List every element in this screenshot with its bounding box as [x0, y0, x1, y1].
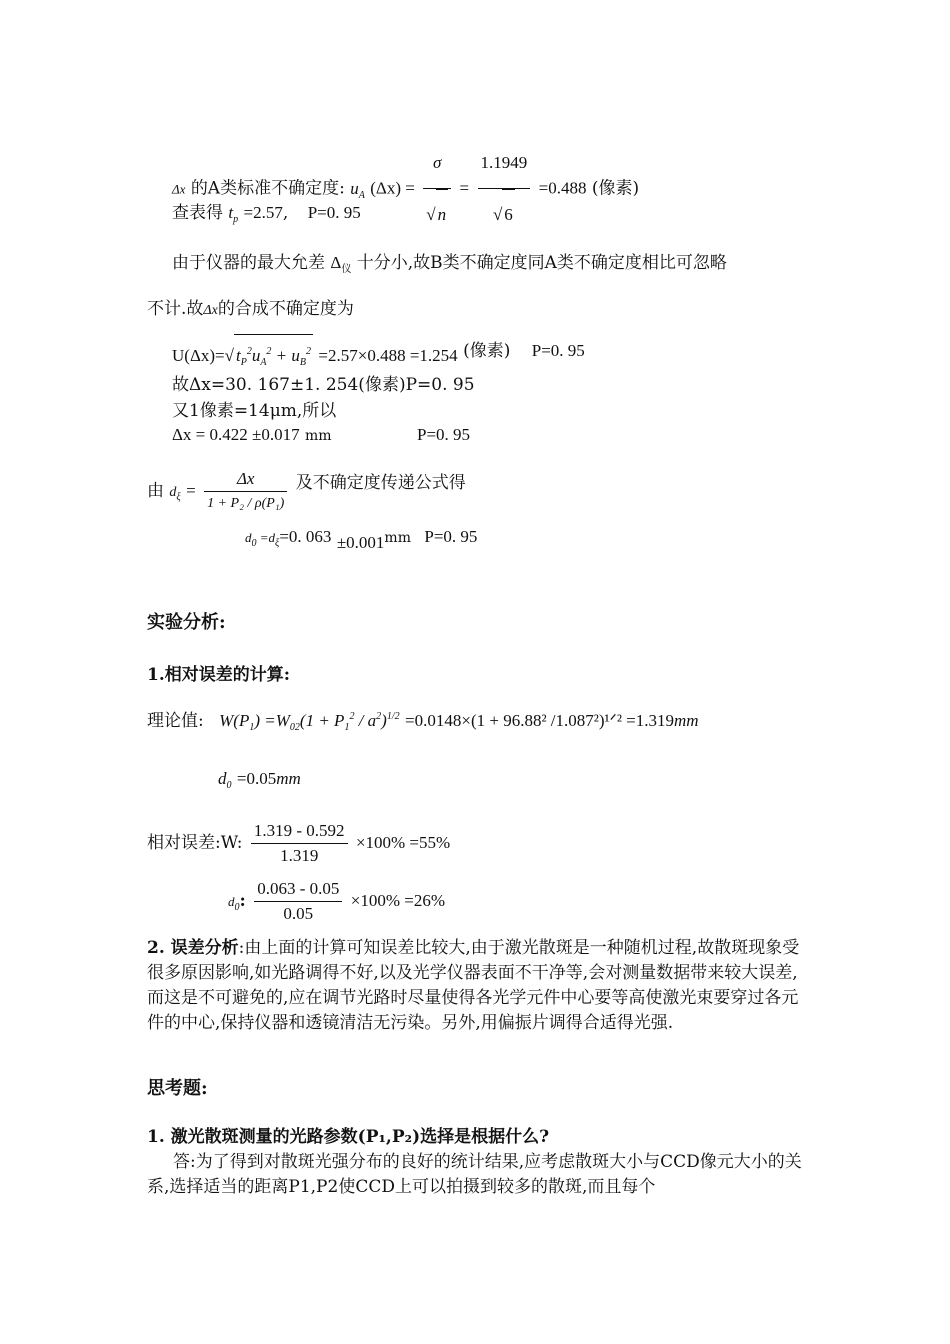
result-line-1: 故Δx=30. 167±1. 254(像素)P=0. 95: [172, 375, 475, 395]
ua-argument: (Δx) =: [370, 178, 415, 198]
combined-formula: U(Δx)=√ $t_P^2u_A^2 + u_B^2 =2.57\times 0.488 =1.254$ (像素) P=0. 95: [172, 334, 585, 368]
combined-line: 不计.故Δx的合成不确定度为: [147, 299, 354, 319]
tp-value: =2.57: [243, 203, 283, 222]
answer-1: 答:为了得到对散斑光强分布的良好的统计结果,应考虑散斑大小与CCD像元大小的关系,选择适当的距离P1,P2使CCD上可以拍摄到较多的散斑,而且每个: [147, 1152, 802, 1197]
d0-result-line: $d_0 =d_\xi=0$. 063 ±0.001mm P=0. 95: [245, 527, 478, 552]
result-line-2: Δx = 0.422 ±0.017 mm P=0. 95: [172, 425, 471, 444]
pixel-conversion-line: 又1像素=14μm,所以: [172, 401, 337, 421]
rel-error-w-line: 相对误差:W: $\frac{1.319 - 0.592}{1.319}$ ×100% =55%: [147, 818, 450, 868]
instrument-line: 由于仪器的最大允差 $\Delta_仪$ 十分小,故B类不确定度同A类不确定度相比可忽略: [172, 253, 727, 275]
tp-label: 查表得: [172, 203, 223, 223]
tp-probability: P=0. 95: [307, 203, 361, 222]
ua-fraction-symbolic: $\frac{\sigma}{√ n}$: [423, 138, 451, 240]
instrument-delta: $\Delta_仪$: [330, 253, 352, 275]
questions-heading: 思考题:: [147, 1078, 208, 1099]
ua-line: Δx 的A类标准不确定度: $u_A$ (Δx) = $\frac{\sigma}{√ n}$ = $\frac{1.1949}{√ 6}$ =0.488 (像素): [172, 138, 639, 188]
ua-result: =0.488: [538, 178, 587, 198]
d-formula-line: 由 $d_\xi$ = $\frac{\Delta x}{\text{1 + P₂ / ρ(P₁)}}$ 及不确定度传递公式得: [147, 456, 466, 510]
d0-theory-line: $d_0 =0.05mm$: [218, 769, 301, 791]
d-fraction: $\frac{\Delta x}{\text{1 + P₂ / ρ(P₁)}}$: [204, 467, 287, 516]
ua-fraction-numeric: $\frac{1.1949}{√ 6}$: [478, 138, 531, 240]
theory-line: 理论值: $W(P_1) =W_{02}(1 + P_1^2 / a^2)^{1/2} =0.0148\times(1 + 96.88^2$ /1.087²)¹ᐟ² =1.319mm: [147, 711, 699, 733]
question-1: 1. 激光散斑测量的光路参数(P₁,P₂)选择是根据什么?: [147, 1127, 550, 1147]
ua-symbol: $u_A$: [350, 178, 365, 201]
relative-error-heading: 1.相对误差的计算:: [147, 665, 291, 685]
error-analysis-paragraph: 2. 误差分析:由上面的计算可知误差比较大,由于激光散斑是一种随机过程,故散斑现象受很多原因影响,如光路调得不好,以及光学仪器表面不干净等,会对测量数据带来较大误差,而这是不可避免的,应在调节光路时尽量使得各光学元件中心要等高使激光束要穿过各元件的中心,保持仪器和透镜清洁无污染。另外,用偏振片调得合适得光强.: [147, 938, 800, 1033]
delta-x-symbol: Δx: [172, 181, 186, 197]
ua-label: 的A类标准不确定度:: [190, 178, 345, 199]
ua-unit: (像素): [591, 178, 640, 199]
tp-symbol: $t_p$: [228, 203, 239, 225]
analysis-heading: 实验分析:: [147, 612, 226, 633]
rel-error-d-line: $d_0$: $\frac{0.063 - 0.05}{0.05}$ ×100% =26%: [228, 876, 445, 926]
tp-line: 查表得 $t_p =2.57$, P=0. 95: [172, 203, 361, 225]
